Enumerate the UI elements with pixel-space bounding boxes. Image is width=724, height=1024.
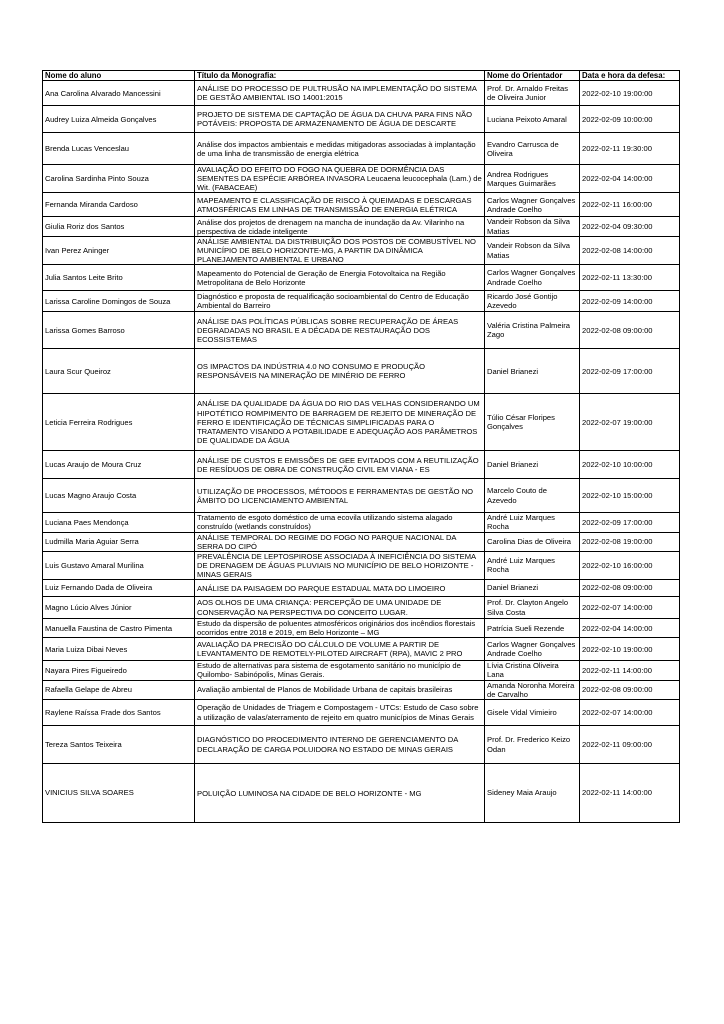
table-row xyxy=(43,349,680,394)
table-row xyxy=(43,291,680,312)
title-cell: MAPEAMENTO E CLASSIFICAÇÃO DE RISCO À QUEIMADAS E DESCARGAS ATMOSFÉRICAS EM LINHAS DE TRANSMISSÃO DE ENERGIA ELÉTRICA xyxy=(195,193,485,217)
table-row xyxy=(43,532,680,551)
table-row xyxy=(43,133,680,165)
date-cell: 2022-02-07 14:00:00 xyxy=(580,700,680,726)
title-cell: ANÁLISE TEMPORAL DO REGIME DO FOGO NO PARQUE NACIONAL DA SERRA DO CIPÓ xyxy=(195,532,485,551)
advisor-cell: Luciana Peixoto Amaral xyxy=(485,106,580,133)
date-cell: 2022-02-07 19:00:00 xyxy=(580,394,680,451)
table-row xyxy=(43,619,680,638)
title-cell: AOS OLHOS DE UMA CRIANÇA: PERCEPÇÃO DE UMA UNIDADE DE CONSERVAÇÃO NA PERSPECTIVA DO CONCEITO LUGAR. xyxy=(195,597,485,619)
student-cell: Luis Gustavo Amaral Murilina xyxy=(43,551,195,579)
title-cell: OS IMPACTOS DA INDÚSTRIA 4.0 NO CONSUMO E PRODUÇÃO RESPONSÁVEIS NA MINERAÇÃO DE MINÉRIO DE FERRO xyxy=(195,349,485,394)
student-cell: Brenda Lucas Venceslau xyxy=(43,133,195,165)
date-cell: 2022-02-08 09:00:00 xyxy=(580,312,680,349)
title-cell: UTILIZAÇÃO DE PROCESSOS, MÉTODOS E FERRAMENTAS DE GESTÃO NO ÂMBITO DO LICENCIAMENTO AMBIENTAL xyxy=(195,479,485,513)
date-cell: 2022-02-11 14:00:00 xyxy=(580,764,680,823)
header-advisor: Nome do Orientador xyxy=(485,71,580,81)
student-cell: Fernanda Miranda Cardoso xyxy=(43,193,195,217)
title-cell: Diagnóstico e proposta de requalificação socioambiental do Centro de Educação Ambiental do Barreiro xyxy=(195,291,485,312)
table-row xyxy=(43,700,680,726)
advisor-cell: Daniel Brianezi xyxy=(485,349,580,394)
table-row xyxy=(43,680,680,699)
advisor-cell: Andrea Rodrigues Marques Guimarães xyxy=(485,165,580,193)
table-row xyxy=(43,81,680,106)
advisor-cell: Valéria Cristina Palmeira Zago xyxy=(485,312,580,349)
advisor-cell: Prof. Dr. Clayton Angelo Silva Costa xyxy=(485,597,580,619)
advisor-cell: Gisele Vidal Vimieiro xyxy=(485,700,580,726)
title-cell: Mapeamento do Potencial de Geração de Energia Fotovoltaica na Região Metropolitana de Belo Horizonte xyxy=(195,265,485,291)
date-cell: 2022-02-08 09:00:00 xyxy=(580,680,680,699)
defense-schedule-table xyxy=(42,70,680,823)
header-date: Data e hora da defesa: xyxy=(580,71,680,81)
student-cell: Nayara Pires Figueiredo xyxy=(43,661,195,680)
title-cell: ANÁLISE DO PROCESSO DE PULTRUSÃO NA IMPLEMENTAÇÃO DO SISTEMA DE GESTÃO AMBIENTAL ISO 14001:2015 xyxy=(195,81,485,106)
table-row xyxy=(43,106,680,133)
date-cell: 2022-02-10 10:00:00 xyxy=(580,451,680,479)
table-row xyxy=(43,193,680,217)
title-cell: Avaliação ambiental de Planos de Mobilidade Urbana de capitais brasileiras xyxy=(195,680,485,699)
table-row xyxy=(43,551,680,579)
table-row xyxy=(43,661,680,680)
student-cell: Laura Scur Queiroz xyxy=(43,349,195,394)
title-cell: ANÁLISE DA QUALIDADE DA ÁGUA DO RIO DAS VELHAS CONSIDERANDO UM HIPOTÉTICO ROMPIMENTO DE BARRAGEM DE REJEITO DE MINERAÇÃO DE FERRO E IDENTIFICAÇÃO DE TÉCNICAS SIMPLIFICADAS PARA O TRATAMENTO VISANDO A POTABILIDADE E ADEQUAÇÃO AOS PARÂMETROS DE QUALIDADE DA ÁGUA xyxy=(195,394,485,451)
student-cell: Manuella Faustina de Castro Pimenta xyxy=(43,619,195,638)
advisor-cell: Carlos Wagner Gonçalves Andrade Coelho xyxy=(485,638,580,661)
student-cell: Julia Santos Leite Brito xyxy=(43,265,195,291)
date-cell: 2022-02-10 15:00:00 xyxy=(580,479,680,513)
table-row xyxy=(43,764,680,823)
defense-schedule-sheet xyxy=(42,70,679,823)
table-body xyxy=(43,81,680,823)
title-cell: AVALIAÇÃO DA PRECISÃO DO CÁLCULO DE VOLUME A PARTIR DE LEVANTAMENTO DE REMOTELY-PILOTED AIRCRAFT (RPA), MAVIC 2 PRO xyxy=(195,638,485,661)
title-cell: PREVALÊNCIA DE LEPTOSPIROSE ASSOCIADA À INEFICIÊNCIA DO SISTEMA DE DRENAGEM DE ÁGUAS PLUVIAIS NO MUNICÍPIO DE BELO HORIZONTE - MINAS GERAIS xyxy=(195,551,485,579)
student-cell: Lucas Araujo de Moura Cruz xyxy=(43,451,195,479)
table-header-row xyxy=(43,71,680,81)
date-cell: 2022-02-08 09:00:00 xyxy=(580,580,680,597)
advisor-cell: Sideney Maia Araujo xyxy=(485,764,580,823)
date-cell: 2022-02-11 14:00:00 xyxy=(580,661,680,680)
date-cell: 2022-02-04 14:00:00 xyxy=(580,619,680,638)
date-cell: 2022-02-04 09:30:00 xyxy=(580,217,680,236)
date-cell: 2022-02-11 16:00:00 xyxy=(580,193,680,217)
title-cell: ANÁLISE DE CUSTOS E EMISSÕES DE GEE EVITADOS COM A REUTILIZAÇÃO DE RESÍDUOS DE OBRA DE CONSTRUÇÃO CIVIL EM VIANA - ES xyxy=(195,451,485,479)
title-cell: ANÁLISE DAS POLÍTICAS PÚBLICAS SOBRE RECUPERAÇÃO DE ÁREAS DEGRADADAS NO BRASIL E A DÉCADA DE RESTAURAÇÃO DOS ECOSSISTEMAS xyxy=(195,312,485,349)
title-cell: Estudo de alternativas para sistema de esgotamento sanitário no município de Quilombo- Sabinópolis, Minas Gerais. xyxy=(195,661,485,680)
advisor-cell: Carlos Wagner Gonçalves Andrade Coelho xyxy=(485,265,580,291)
table-row xyxy=(43,451,680,479)
date-cell: 2022-02-09 14:00:00 xyxy=(580,291,680,312)
date-cell: 2022-02-10 19:00:00 xyxy=(580,638,680,661)
table-row xyxy=(43,165,680,193)
advisor-cell: André Luiz Marques Rocha xyxy=(485,551,580,579)
student-cell: Ludmilla Maria Aguiar Serra xyxy=(43,532,195,551)
student-cell: Lucas Magno Araujo Costa xyxy=(43,479,195,513)
advisor-cell: Carlos Wagner Gonçalves Andrade Coelho xyxy=(485,193,580,217)
date-cell: 2022-02-07 14:00:00 xyxy=(580,597,680,619)
date-cell: 2022-02-11 09:00:00 xyxy=(580,726,680,764)
advisor-cell: Prof. Dr. Frederico Keizo Odan xyxy=(485,726,580,764)
title-cell: DIAGNÓSTICO DO PROCEDIMENTO INTERNO DE GERENCIAMENTO DA DECLARAÇÃO DE CARGA POLUIDORA NO ESTADO DE MINAS GERAIS xyxy=(195,726,485,764)
student-cell: Tereza Santos Teixeira xyxy=(43,726,195,764)
student-cell: Carolina Sardinha Pinto Souza xyxy=(43,165,195,193)
title-cell: Análise dos projetos de drenagem na mancha de inundação da Av. Vilarinho na perspectiva de cidade inteligente xyxy=(195,217,485,236)
advisor-cell: Ricardo José Gontijo Azevedo xyxy=(485,291,580,312)
date-cell: 2022-02-10 16:00:00 xyxy=(580,551,680,579)
table-row xyxy=(43,580,680,597)
table-row xyxy=(43,597,680,619)
header-student: Nome do aluno xyxy=(43,71,195,81)
advisor-cell: Carolina Dias de Oliveira xyxy=(485,532,580,551)
student-cell: Larissa Gomes Barroso xyxy=(43,312,195,349)
advisor-cell: Vandeir Robson da Silva Matias xyxy=(485,236,580,264)
table-row xyxy=(43,312,680,349)
student-cell: Luiz Fernando Dada de Oliveira xyxy=(43,580,195,597)
student-cell: Audrey Luiza Almeida Gonçalves xyxy=(43,106,195,133)
advisor-cell: André Luiz Marques Rocha xyxy=(485,513,580,532)
student-cell: Rafaella Gelape de Abreu xyxy=(43,680,195,699)
title-cell: Estudo da dispersão de poluentes atmosféricos originários dos incêndios florestais ocorridos entre 2018 e 2019, em Belo Horizonte – MG xyxy=(195,619,485,638)
title-cell: Análise dos impactos ambientais e medidas mitigadoras associadas à implantação de uma linha de transmissão de energia elétrica xyxy=(195,133,485,165)
title-cell: Operação de Unidades de Triagem e Compostagem - UTCs: Estudo de Caso sobre a utilização de valas/aterramento de rejeito em quatro municípios de Minas Gerais xyxy=(195,700,485,726)
student-cell: Leticia Ferreira Rodrigues xyxy=(43,394,195,451)
advisor-cell: Marcelo Couto de Azevedo xyxy=(485,479,580,513)
date-cell: 2022-02-08 14:00:00 xyxy=(580,236,680,264)
title-cell: PROJETO DE SISTEMA DE CAPTAÇÃO DE ÁGUA DA CHUVA PARA FINS NÃO POTÁVEIS: PROPOSTA DE ARMAZENAMENTO DE ÁGUA DE DESCARTE xyxy=(195,106,485,133)
table-row xyxy=(43,236,680,264)
table-row xyxy=(43,394,680,451)
table-row xyxy=(43,217,680,236)
student-cell: Ana Carolina Alvarado Mancessini xyxy=(43,81,195,106)
date-cell: 2022-02-09 17:00:00 xyxy=(580,349,680,394)
advisor-cell: Lívia Cristina Oliveira Lana xyxy=(485,661,580,680)
advisor-cell: Túlio César Floripes Gonçalves xyxy=(485,394,580,451)
advisor-cell: Daniel Brianezi xyxy=(485,580,580,597)
date-cell: 2022-02-10 19:00:00 xyxy=(580,81,680,106)
title-cell: ANÁLISE DA PAISAGEM DO PARQUE ESTADUAL MATA DO LIMOEIRO xyxy=(195,580,485,597)
table-row xyxy=(43,513,680,532)
date-cell: 2022-02-09 10:00:00 xyxy=(580,106,680,133)
student-cell: Giulia Roriz dos Santos xyxy=(43,217,195,236)
date-cell: 2022-02-08 19:00:00 xyxy=(580,532,680,551)
advisor-cell: Prof. Dr. Arnaldo Freitas de Oliveira Junior xyxy=(485,81,580,106)
date-cell: 2022-02-11 19:30:00 xyxy=(580,133,680,165)
date-cell: 2022-02-11 13:30:00 xyxy=(580,265,680,291)
table-row xyxy=(43,479,680,513)
header-title: Título da Monografia: xyxy=(195,71,485,81)
student-cell: Ivan Perez Aninger xyxy=(43,236,195,264)
student-cell: VINICIUS SILVA SOARES xyxy=(43,764,195,823)
advisor-cell: Evandro Carrusca de Oliveira xyxy=(485,133,580,165)
advisor-cell: Vandeir Robson da Silva Matias xyxy=(485,217,580,236)
advisor-cell: Amanda Noronha Moreira de Carvalho xyxy=(485,680,580,699)
table-row xyxy=(43,638,680,661)
table-row xyxy=(43,265,680,291)
date-cell: 2022-02-04 14:00:00 xyxy=(580,165,680,193)
advisor-cell: Patrícia Sueli Rezende xyxy=(485,619,580,638)
student-cell: Larissa Caroline Domingos de Souza xyxy=(43,291,195,312)
title-cell: AVALIAÇÃO DO EFEITO DO FOGO NA QUEBRA DE DORMÊNCIA DAS SEMENTES DA ESPÉCIE ARBÓREA INVASORA Leucaena leucocephala (Lam.) de Wit. (FABACEAE) xyxy=(195,165,485,193)
title-cell: Tratamento de esgoto doméstico de uma ecovila utilizando sistema alagado construído (wetlands construídos) xyxy=(195,513,485,532)
student-cell: Magno Lúcio Alves Júnior xyxy=(43,597,195,619)
advisor-cell: Daniel Brianezi xyxy=(485,451,580,479)
student-cell: Raylene Raíssa Frade dos Santos xyxy=(43,700,195,726)
student-cell: Luciana Paes Mendonça xyxy=(43,513,195,532)
date-cell: 2022-02-09 17:00:00 xyxy=(580,513,680,532)
title-cell: ANÁLISE AMBIENTAL DA DISTRIBUIÇÃO DOS POSTOS DE COMBUSTÍVEL NO MUNICÍPIO DE BELO HORIZONTE-MG, A PARTIR DA DINÂMICA PLANEJAMENTO AMBIENTAL E URBANO xyxy=(195,236,485,264)
title-cell: POLUIÇÃO LUMINOSA NA CIDADE DE BELO HORIZONTE - MG xyxy=(195,764,485,823)
student-cell: Maria Luiza Dibai Neves xyxy=(43,638,195,661)
table-row xyxy=(43,726,680,764)
